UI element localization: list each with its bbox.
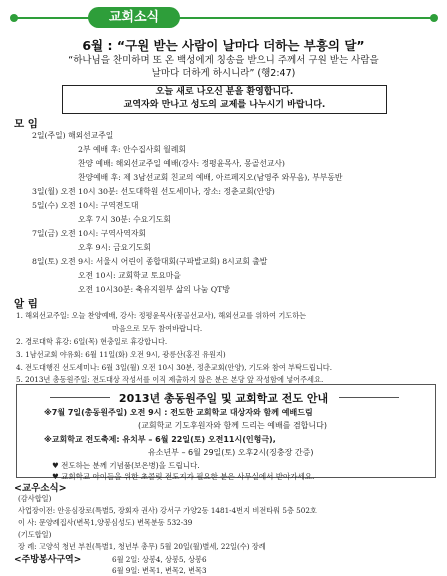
notice-line: 2. 경로대학 휴강: 6일(목) 현충일로 휴강합니다. — [16, 337, 168, 346]
campaign-line: ♥ 교회학교 아이들을 위한 초콜릿 전도지가 필요한 분은 사무실에서 받아가세요. — [52, 472, 315, 481]
meeting-line: 오후 9시: 금요기도회 — [78, 243, 151, 252]
meeting-line: 8일(토) 오전 9시: 서울시 어린이 종합대회(구파발교회) 8시교회 출발 — [32, 257, 268, 266]
notice-line: 1. 해외선교주일: 오늘 찬양예배, 강사: 정평윤목사(몽골선교사), 해외선교를 위하여 기도하는 — [16, 311, 307, 320]
notice-line: 3. 1남선교회 야유회: 6월 11일(화) 오전 9시, 광릉산(홍진 유원지) — [16, 350, 226, 359]
section-title-pill: 교회소식 — [88, 7, 180, 28]
meeting-line: 찬양 예배: 해외선교주일 예배(강사: 정평윤목사, 몽골선교사) — [78, 159, 285, 168]
meeting-line: 오후 7시 30분: 수요기도회 — [78, 215, 171, 224]
meeting-line: 2부 예배 후: 안수집사회 월례회 — [78, 145, 186, 154]
member-line: (기도합일) — [18, 530, 52, 539]
campaign-title: 2013년 총동원주일 및 교회학교 전도 안내 — [118, 392, 329, 405]
header-dot-left — [10, 14, 18, 22]
header-dot-right — [430, 14, 438, 22]
meeting-line: 5일(수) 오전 10시: 구역전도대 — [32, 201, 139, 210]
notice-line: 5. 2013년 총동원주일: 전도대상 작성서를 이직 제출하지 않은 분은 본당 앞 작성함에 넣어주세요. — [16, 375, 324, 384]
month-theme-title: 6월 : “구원 받는 사람이 날마다 더하는 부흥의 달” — [82, 38, 365, 53]
notice-line: 4. 전도대행진 선도세미나: 6월 3일(월) 오전 10시 30분, 정춘교회(안양), 기도와 참여 부탁드립니다. — [16, 363, 332, 372]
meeting-line: 7일(금) 오전 10시: 구역사역자회 — [32, 229, 146, 238]
campaign-line: ♥ 전도하는 분께 기념품(보온병)을 드립니다. — [52, 461, 200, 470]
service-heading: <주방봉사구역> — [14, 555, 82, 565]
theme-verse: “하나님을 찬미하며 또 온 백성에게 칭송을 받으니 주께서 구원 받는 사람을 날마다 더하게 하시니라” (행2:47) — [68, 55, 379, 79]
campaign-line: ※교회학교 전도축제: 유치부 – 6월 22일(토) 오전11시(인형극), — [44, 435, 276, 444]
meeting-line: 찬양예배 후: 제 3남선교회 친교의 예배, 아르페지오(남영주 와무음), 부부동반 — [78, 173, 343, 182]
campaign-line: (교회학교 기도후원자와 함께 드리는 예배를 겸합니다) — [138, 421, 327, 430]
member-line: (감사합일) — [18, 494, 52, 503]
meeting-line: 오전 10시30분: 축유지원부 삶의 나눔 QT방 — [78, 285, 230, 294]
member-line: 이 사: 문양례집사(변목1,양봉심성도) 변목분동 532-39 — [18, 518, 193, 527]
meeting-line: 3일(월) 오전 10시 30분: 선도대학원 선도세미나, 장소: 정춘교회(안양) — [32, 187, 275, 196]
header-rule-right — [166, 17, 434, 19]
meeting-line: 2일(주일) 해외선교주일 — [32, 131, 114, 140]
meeting-line: 오전 10시: 교회학교 토요마을 — [78, 271, 181, 280]
welcome-box: 오늘 새로 나오신 분을 환영합니다. 교역자와 만나고 성도의 교제를 나누시기 바랍니다. — [62, 85, 387, 114]
notice-line: 마음으로 모두 참여바랍니다. — [112, 324, 203, 333]
campaign-line: 유소년부 – 6월 29일(토) 오후2시(징충장 간증) — [148, 448, 314, 457]
member-line: 장 례: 고양석 청년 부친(특별1, 청년부 총무) 5월 20일(월)별세, 22일(수) 장례 — [18, 542, 266, 551]
service-line: 6월 9일: 변목1, 변목2, 변목3 — [112, 566, 207, 575]
members-heading: <교우소식> — [14, 483, 67, 494]
member-line: 사업장이전: 안응심장로(특별5, 장회자 권사) 강서구 가양2동 1481-4번지 비전타워 5층 502호 — [18, 506, 317, 515]
meetings-heading: 모 임 — [14, 118, 38, 130]
service-line: 6월 2일: 상봉4, 상봉5, 상봉6 — [112, 555, 207, 564]
campaign-line: ※7월 7일(총동원주일) 오전 9시 : 전도한 교회학교 대상자와 함께 예배드림 — [44, 408, 313, 417]
notices-heading: 알 림 — [14, 298, 38, 310]
